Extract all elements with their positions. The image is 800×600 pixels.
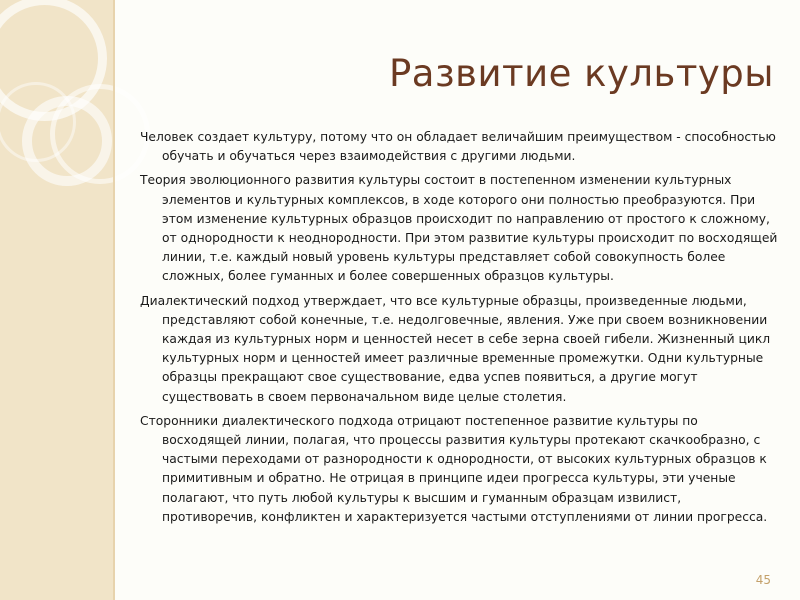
body-paragraph: Сторонники диалектического подхода отрицают постепенное развитие культуры по восходящей линии, полагая, что процессы развития культуры протекают скачкообразно, с частыми переходами от разнородности к однородности, от высоких культурных образцов к примитивным и обратно. Не отрицая в принципе идеи прогресса культуры, эти ученые полагают, что путь любой культуры к высшим и гуманным образцам извилист, противоречив, конфликтен и характеризуется частыми отступлениями от линии прогресса.: [140, 413, 768, 524]
decorative-ring: [50, 84, 150, 184]
page-number: 45: [755, 573, 771, 587]
body-paragraph: Диалектический подход утверждает, что все культурные образцы, произведенные людьми, представляют собой конечные, т.е. недолговечные, явления. Уже при своем возникновении каждая из культурных норм и ценностей несет в себе зерна своей гибели. Жизненный цикл культурных норм и ценностей имеет различные временные промежутки. Одни культурные образцы прекращают свое существование, едва успев появиться, а другие могут существовать в своем первоначальном виде целые столетия.: [140, 293, 771, 404]
slide-body: [140, 128, 780, 532]
decorative-side-band: [0, 0, 113, 600]
body-paragraph: Человек создает культуру, потому что он обладает величайшим преимуществом - способностью обучать и обучаться через взаимодействия с другими людьми.: [140, 130, 776, 164]
decorative-divider: [113, 0, 115, 600]
slide-title: Развитие культуры: [389, 52, 774, 95]
body-paragraph: Теория эволюционного развития культуры состоит в постепенном изменении культурных элементов и культурных комплексов, в ходе которого они полностью преобразуются. При этом изменение культурных образцов происходит по направлению от простого к сложному, от однородности к неоднородности. При этом развитие культуры происходит по восходящей линии, т.е. каждый новый уровень культуры представляет собой совокупность более сложных, более гуманных и более совершенных образцов культуры.: [140, 173, 778, 284]
